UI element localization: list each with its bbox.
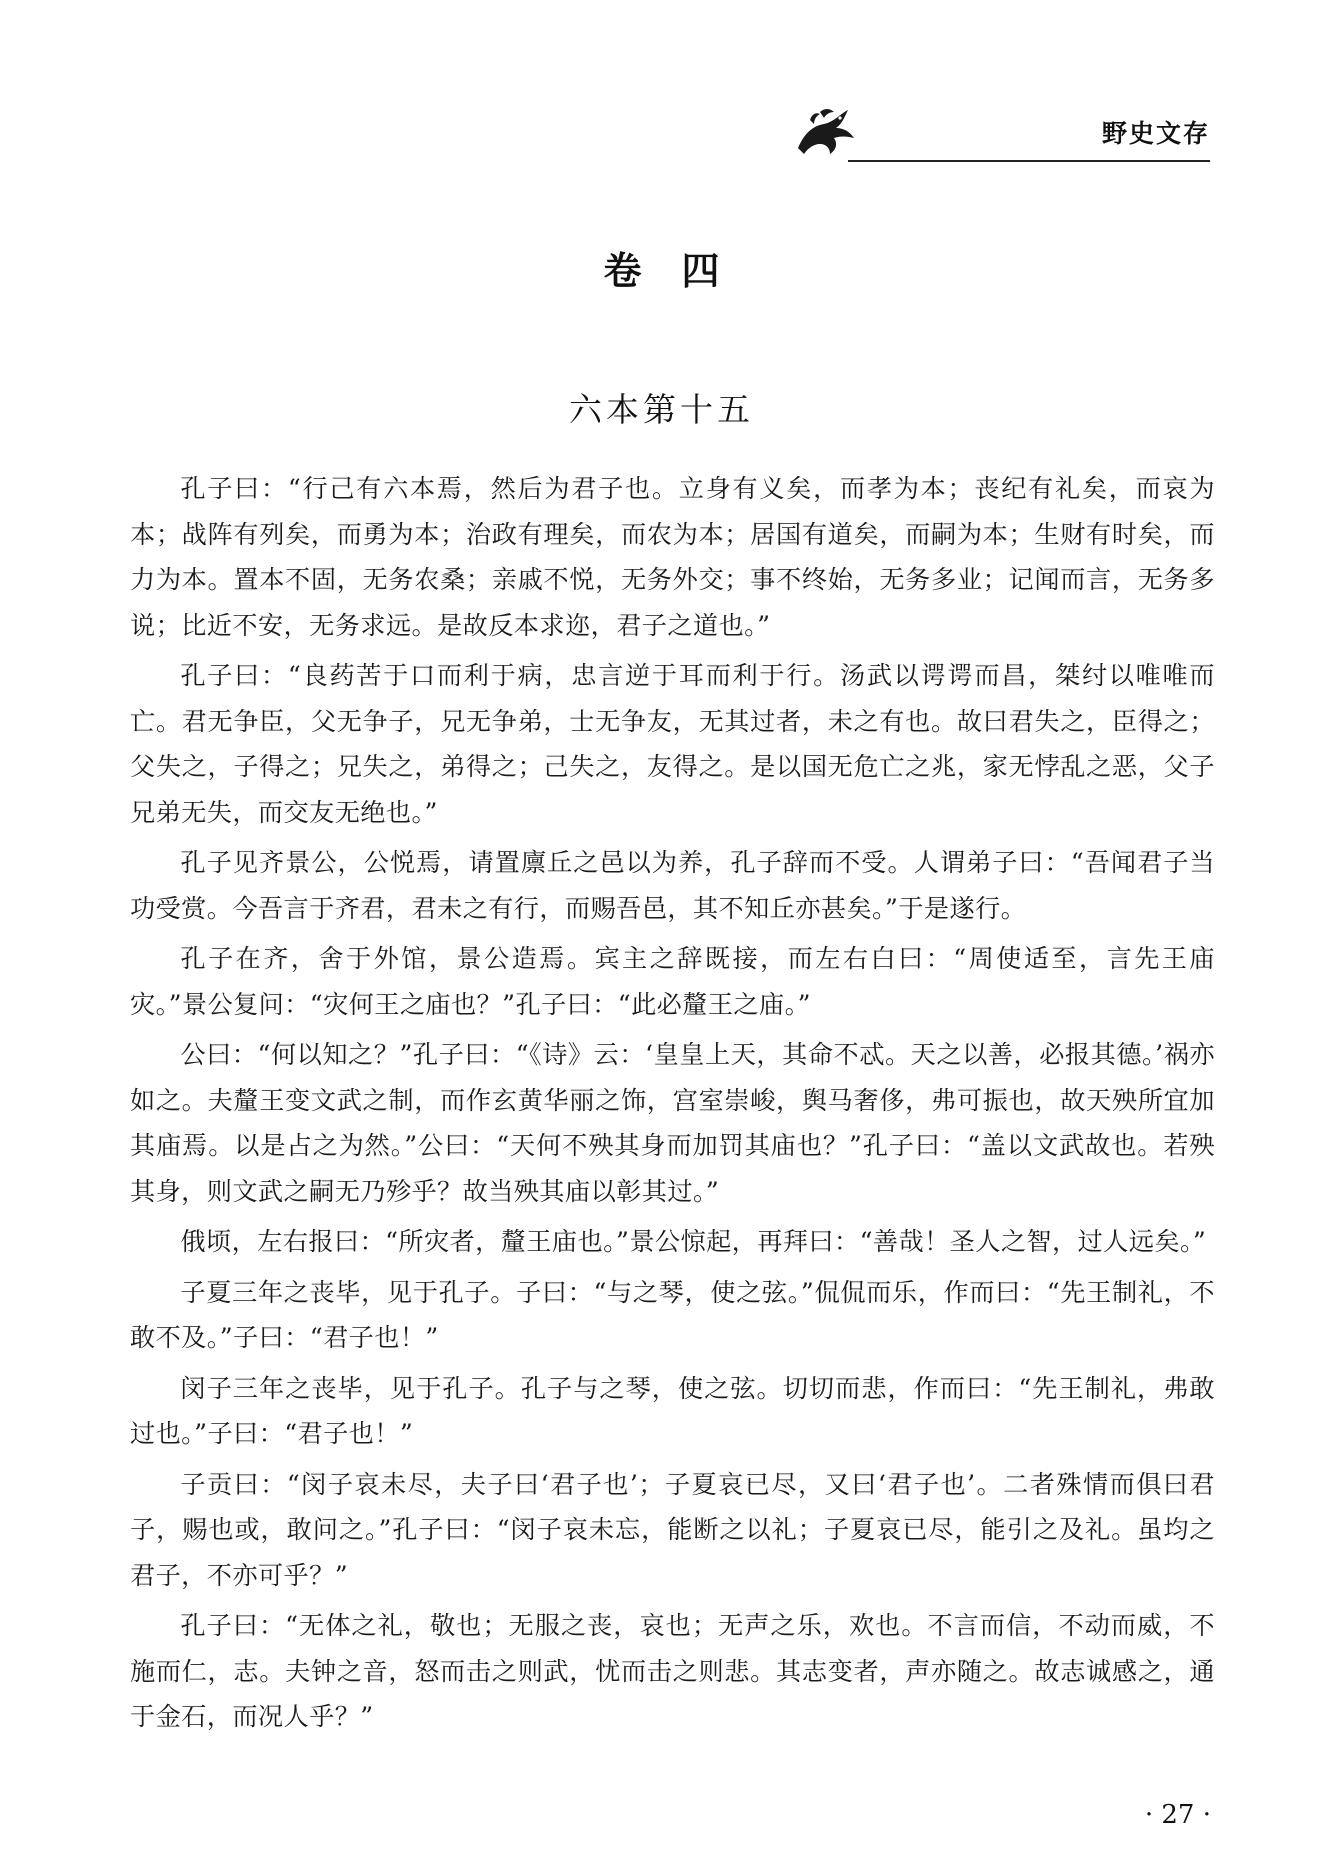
paragraph: 子贡曰：“闵子哀未尽，夫子曰‘君子也’；子夏哀已尽，又曰‘君子也’。二者殊情而俱曰君子，赐也或，敢问之。”孔子曰：“闵子哀未忘，能断之以礼；子夏哀已尽，能引之及礼。虽均之君子，不亦可乎？” <box>130 1469 1215 1590</box>
chapter-title: 六本第十五 <box>569 390 754 429</box>
paragraph: 俄顷，左右报曰：“所灾者，釐王庙也。”景公惊起，再拜曰：“善哉！圣人之智，过人远矣。” <box>180 1227 1207 1256</box>
paragraph: 孔子在齐，舍于外馆，景公造焉。宾主之辞既接，而左右白曰：“周使适至，言先王庙灾。”景公复问：“灾何王之庙也？”孔子曰：“此必釐王之庙。” <box>130 944 1215 1019</box>
volume-title: 卷四 <box>603 249 760 293</box>
paragraph: 孔子曰：“良药苦于口而利于病，忠言逆于耳而利于行。汤武以谔谔而昌，桀纣以唯唯而亡。君无争臣，父无争子，兄无争弟，士无争友，无其过者，未之有也。故曰君失之，臣得之；父失之，子得之；兄失之，弟得之；己失之，友得之。是以国无危亡之兆，家无悖乱之恶，父子兄弟无失，而交友无绝也。” <box>130 661 1215 827</box>
paragraph: 公曰：“何以知之？”孔子曰：“《诗》云：‘皇皇上天，其命不忒。天之以善，必报其德。’祸亦如之。夫釐王变文武之制，而作玄黄华丽之饰，宫室崇峻，舆马奢侈，弗可振也，故天殃所宜加其庙焉。以是占之为然。”公曰：“天何不殃其身而加罚其庙也？”孔子曰：“盖以文武故也。若殃其身，则文武之嗣无乃殄乎？故当殃其庙以彰其过。” <box>130 1040 1215 1206</box>
paragraph: 孔子曰：“无体之礼，敬也；无服之丧，哀也；无声之乐，欢也。不言而信，不动而威，不施而仁，志。夫钟之音，怒而击之则武，忧而击之则悲。其志变者，声亦随之。故志诚感之，通于金石，而况人乎？” <box>130 1611 1215 1731</box>
body-text <box>130 466 1215 1745</box>
paragraph: 闵子三年之丧毕，见于孔子。孔子与之琴，使之弦。切切而悲，作而曰：“先王制礼，弗敢过也。”子曰：“君子也！” <box>130 1373 1215 1448</box>
paragraph: 孔子曰：“行己有六本焉，然后为君子也。立身有义矣，而孝为本；丧纪有礼矣，而哀为本；战阵有列矣，而勇为本；治政有理矣，而农为本；居国有道矣，而嗣为本；生财有时矣，而力为本。置本不固，无务农桑；亲戚不悦，无务外交；事不终始，无务多业；记闻而言，无务多说；比近不安，无务求远。是故反本求迩，君子之道也。” <box>130 474 1215 640</box>
paragraph: 孔子见齐景公，公悦焉，请置廪丘之邑以为养，孔子辞而不受。人谓弟子曰：“吾闻君子当功受赏。今吾言于齐君，君未之有行，而赐吾邑，其不知丘亦甚矣。”于是遂行。 <box>130 848 1215 923</box>
paragraph: 子夏三年之丧毕，见于孔子。子曰：“与之琴，使之弦。”侃侃而乐，作而曰：“先王制礼，不敢不及。”子曰：“君子也！” <box>130 1277 1215 1352</box>
dragon-emblem-icon <box>790 104 860 158</box>
running-header <box>790 104 1210 164</box>
page-number: · 27 · <box>1144 1800 1211 1830</box>
header-rule <box>848 160 1210 162</box>
header-title: 野史文存 <box>1101 119 1210 148</box>
